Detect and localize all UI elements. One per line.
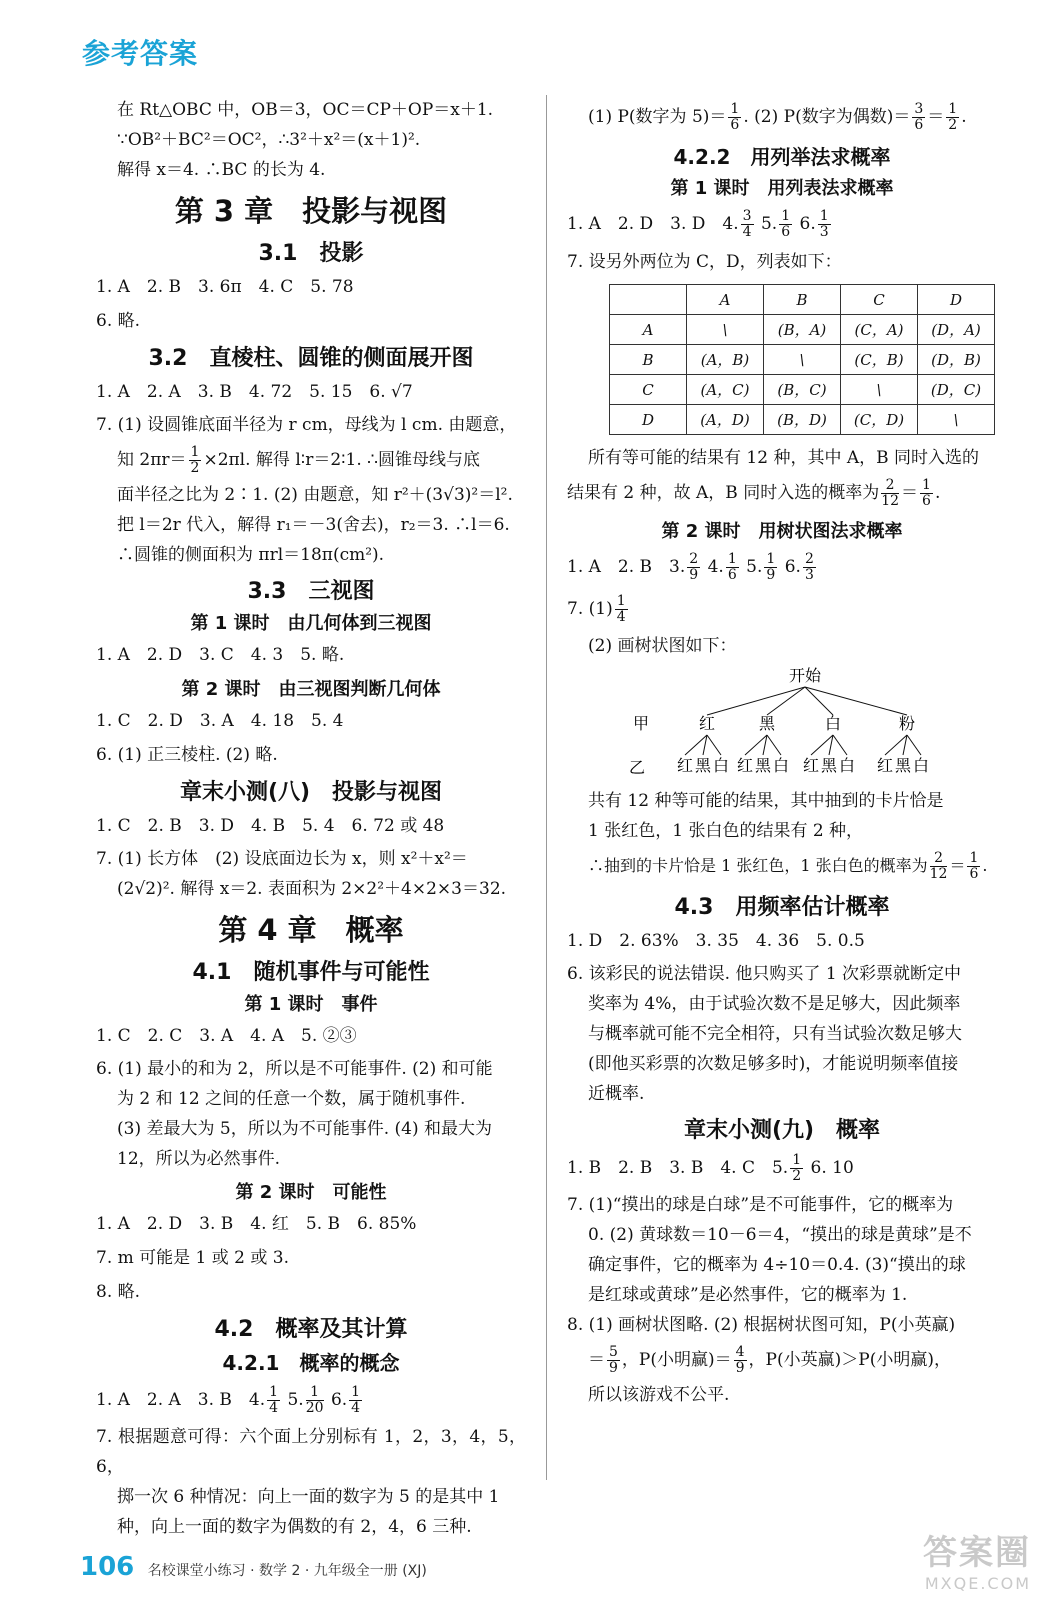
subsection-title: 4.2.2 用列举法求概率 [673,145,891,169]
numerator: 1 [351,1384,361,1400]
answer-line: 1. C 2. D 3. A 4. 18 5. 4 [96,711,344,731]
text-line: 共有 12 种等可能的结果，其中抽到的卡片恰是 [588,791,944,811]
text-line: 7. 根据题意可得：六个面上分别标有 1，2，3，4，5，6， [96,1427,526,1477]
table-cell: (D，C) [918,375,995,405]
text-line: 1 张红色，1 张白色的结果有 2 种， [588,821,864,841]
page-number: 106 [80,1552,135,1582]
fraction [920,478,933,509]
answer-line: 6. (1) 正三棱柱. (2) 略. [96,745,278,765]
numerator: 1 [269,1384,279,1400]
table-row [610,375,995,405]
table-row [610,345,995,375]
subsection-title: 4.2.1 概率的概念 [222,1351,400,1375]
table-cell: (C，A) [841,315,918,345]
denominator: 6 [922,493,931,509]
fraction [930,851,948,882]
fraction [741,209,754,240]
watermark-logo: 答案圈 [923,1533,1031,1573]
answer-line: 1. A 2. A 3. B 4. 72 5. 15 6. √7 [96,382,413,402]
text-fragment: ＝ [927,107,945,127]
fraction [803,552,816,583]
text-line: (2√2)². 解得 x＝2. 表面积为 2×2²＋4×2×3＝32. [117,879,507,899]
tree-edge [767,687,805,715]
section-title: 3.1 投影 [258,241,364,266]
numerator: 1 [616,593,626,609]
numerator: 1 [948,101,958,117]
denominator: 4 [616,609,626,625]
fraction [349,1385,362,1416]
section-title: 3.2 直棱柱、圆锥的侧面展开图 [148,346,474,371]
answer-line: 7. 设另外两位为 C，D，列表如下： [567,252,842,272]
tree-root: 开始 [788,666,822,685]
table-cell: A [687,285,764,315]
section-header: 参考答案 [82,37,199,70]
text-line: 是红球或黄球”是必然事件，它的概率为 1. [588,1285,908,1305]
watermark-url: MXQE.COM [924,1574,1031,1593]
text-fragment: 7. (1) [567,599,613,619]
text-line: (3) 差最大为 5，所以为不可能事件. (4) 和最大为 [117,1119,492,1139]
table-cell: (C，D) [841,405,918,435]
table-cell: \ [764,345,841,375]
answer-line [567,1148,997,1188]
numerator: 2 [881,478,899,494]
answer-line [567,97,997,137]
text-line [567,1340,997,1380]
table-row [610,315,995,345]
answer-line: 1. C 2. B 3. D 4. B 5. 4 6. 72 或 48 [96,816,445,836]
section-title: 4.2 概率及其计算 [214,1317,408,1342]
tree-leaf: 红 [802,756,820,775]
table-row [610,285,995,315]
tree-edge [833,735,847,755]
text-line: (2) 画树状图如下： [588,636,737,656]
tree-leaf: 红 [676,756,694,775]
table-cell: D [918,285,995,315]
text-line: 6. 该彩民的说法错误. 他只购买了 1 次彩票就断定中 [567,964,962,984]
table-cell [610,285,687,315]
text-line [96,440,526,480]
text-line: 所以该游戏不公平. [588,1385,730,1405]
text-fragment: ＝ [901,483,919,503]
text-line: 7. (1) 长方体 (2) 设底面边长为 x，则 x²＋x²＝ [96,849,468,869]
fraction [734,1345,747,1376]
answer-line [567,547,997,587]
answer-line: 8. 略. [96,1282,141,1302]
tree-leaf: 白 [912,756,930,775]
table-cell: \ [841,375,918,405]
text-fragment: 6. 10 [810,1158,854,1178]
text-line: 12，所以为必然事件. [117,1149,281,1169]
denominator: 2 [792,1168,802,1184]
chapter-title: 第 3 章 投影与视图 [174,194,448,228]
tree-leaf: 黑 [820,756,838,775]
tree-edge [707,687,805,715]
text-fragment: 1. A 2. B 3. [567,557,686,577]
numerator: 1 [819,208,829,224]
text-line: 种，向上一面的数字为偶数的有 2，4，6 三种. [117,1517,472,1537]
tree-edge [805,687,907,715]
text-line: (即他买彩票的次数足够多时)，才能说明频率值接 [588,1054,959,1074]
text-fragment: ∴抽到的卡片恰是 1 张红色，1 张白色的概率为 [588,856,928,875]
numerator: 1 [969,850,979,866]
text-fragment: 1. A 2. D 3. D 4. [567,214,739,234]
text-fragment: 6. [799,214,816,234]
fraction [912,102,925,133]
tree-edge [767,735,781,755]
denominator: 2 [190,460,200,476]
text-fragment: 6. [330,1390,348,1410]
table-cell: (A，B) [687,345,764,375]
table-cell: (D，A) [918,315,995,345]
text-line: 确定事件，它的概率为 4÷10＝0.4. (3)“摸出的球 [588,1255,966,1275]
lesson-title: 第 2 课时 用树状图法求概率 [661,521,903,542]
tree-node: 黑 [758,714,776,733]
text-fragment: ，P(小英赢)＞P(小明赢)， [748,1350,951,1370]
table-cell: C [841,285,918,315]
numerator: 3 [742,208,752,224]
outcome-table [609,284,995,435]
fraction [615,594,628,625]
denominator: 6 [730,117,740,133]
table-cell: (C，B) [841,345,918,375]
text-line: ∵OB²＋BC²＝OC²，∴3²＋x²＝(x＋1)². [117,130,421,150]
numerator: 2 [689,551,699,567]
table-row [610,405,995,435]
text-fragment: 知 2πr＝ [117,450,187,470]
numerator: 3 [914,101,924,117]
numerator: 1 [766,551,776,567]
text-fragment: . [961,107,967,127]
tree-edge [907,735,921,755]
fraction [946,102,959,133]
table-cell: \ [918,405,995,435]
fraction [764,552,777,583]
answer-line [567,589,997,629]
text-line: 为 2 和 12 之间的任意一个数，属于随机事件. [117,1089,466,1109]
denominator: 4 [269,1400,279,1416]
column-divider [546,95,547,1480]
numerator: 2 [930,851,948,867]
book-title: 名校课堂小练习 · 数学 2 · 九年级全一册 (XJ) [147,1563,427,1579]
denominator: 9 [689,567,699,583]
text-fragment: 1. B 2. B 3. B 4. C 5. [567,1158,789,1178]
text-line: 与概率就可能不完全相符，只有当试验次数足够大 [588,1024,962,1044]
text-line: 掷一次 6 种情况：向上一面的数字为 5 的是其中 1 [117,1487,500,1507]
tree-leaf: 红 [876,756,894,775]
text-line: 6. (1) 最小的和为 2，所以是不可能事件. (2) 和可能 [96,1059,493,1079]
text-fragment: . (2) P(数字为偶数)＝ [743,107,911,127]
lesson-title: 第 1 课时 事件 [244,994,378,1015]
tree-edge [707,735,721,755]
table-cell: C [610,375,687,405]
fraction [267,1385,280,1416]
table-cell: B [764,285,841,315]
denominator: 20 [305,1400,324,1416]
tree-leaf: 黑 [754,756,772,775]
numerator: 1 [792,1152,802,1168]
text-fragment: 5. [760,214,778,234]
text-fragment: . [982,856,988,875]
fraction [728,102,741,133]
tree-leaf: 黑 [694,756,712,775]
section-title: 章末小测(八) 投影与视图 [179,780,443,805]
table-cell: (B，C) [764,375,841,405]
section-title: 4.3 用频率估计概率 [674,895,890,920]
tree-leaf: 黑 [894,756,912,775]
fraction [189,445,202,476]
numerator: 1 [306,1385,324,1401]
tree-leaf: 白 [838,756,856,775]
text-fragment: . [934,483,941,503]
numerator: 4 [735,1344,745,1360]
denominator: 3 [819,224,829,240]
answer-line: 1. A 2. B 3. 6π 4. C 5. 78 [96,277,354,297]
tree-node: 粉 [898,714,916,733]
answer-line: 1. C 2. C 3. A 4. A 5. ②③ [96,1026,357,1046]
tree-leaf: 白 [712,756,730,775]
text-line: 7. (1) 设圆锥底面半径为 r cm，母线为 l cm. 由题意， [96,415,517,435]
fraction [726,552,739,583]
text-fragment: ，P(小明赢)＝ [621,1350,732,1370]
fraction [607,1345,620,1376]
text-line [567,846,997,886]
section-title: 4.1 随机事件与可能性 [192,960,430,985]
text-fragment: 6. [784,557,801,577]
denominator: 12 [881,493,900,509]
text-line: 近概率. [588,1084,645,1104]
table-cell: (A，D) [687,405,764,435]
text-line: 7. (1)“摸出的球是白球”是不可能事件，它的概率为 [567,1195,954,1215]
text-line: 奖率为 4%，由于试验次数不是足够大，因此频率 [588,994,961,1014]
numerator: 1 [727,551,737,567]
answer-line: 1. A 2. D 3. C 4. 3 5. 略. [96,645,345,665]
answer-line: 1. A 2. D 3. B 4. 红 5. B 6. 85% [96,1214,417,1234]
denominator: 3 [804,567,814,583]
text-line: 所有等可能的结果有 12 种，其中 A，B 同时入选的 [588,448,980,468]
text-fragment: ＝ [588,1350,605,1370]
text-fragment: 4. [707,557,724,577]
table-cell: (B，A) [764,315,841,345]
text-line: 8. (1) 画树状图略. (2) 根据树状图可知，P(小英赢) [567,1315,956,1335]
table-cell: A [610,315,687,345]
page-footer [80,1552,427,1582]
text-fragment: 1. A 2. A 3. B 4. [96,1390,266,1410]
tree-leaf: 白 [772,756,790,775]
fraction [967,851,980,882]
answer-line [567,204,997,244]
fraction [790,1153,803,1184]
tree-row-label: 乙 [629,758,646,777]
left-column [96,95,526,1542]
tree-node: 红 [698,714,716,733]
tree-leaf: 红 [736,756,754,775]
text-line: 面半径之比为 2∶1. (2) 由题意，知 r²＋(3√3)²＝l². [117,485,513,505]
text-line [567,473,997,513]
numerator: 5 [609,1344,618,1360]
text-fragment: (1) P(数字为 5)＝ [588,107,727,127]
denominator: 4 [351,1400,361,1416]
lesson-title: 第 2 课时 由三视图判断几何体 [181,679,441,700]
answer-line: 6. 略. [96,311,141,331]
watermark [923,1525,1031,1593]
numerator: 2 [804,551,814,567]
table-cell: \ [687,315,764,345]
answer-line: 1. D 2. 63% 3. 35 4. 36 5. 0.5 [567,931,865,951]
table-cell: (B，D) [764,405,841,435]
table-cell: B [610,345,687,375]
fraction [306,1385,324,1416]
text-line: 0. (2) 黄球数＝10－6＝4，“摸出的球是黄球”是不 [588,1225,972,1245]
denominator: 4 [742,224,752,240]
numerator: 1 [922,477,931,493]
lesson-title: 第 1 课时 由几何体到三视图 [190,613,432,634]
numerator: 1 [730,101,740,117]
denominator: 9 [735,1360,745,1376]
denominator: 6 [781,224,791,240]
text-line: 解得 x＝4. ∴BC 的长为 4. [117,160,326,180]
denominator: 2 [948,117,958,133]
answer-line: 7. m 可能是 1 或 2 或 3. [96,1248,290,1268]
chapter-title: 第 4 章 概率 [218,913,404,947]
tree-row-label: 甲 [633,714,650,733]
text-fragment: 5. [746,557,763,577]
text-fragment: ＝ [949,856,966,875]
fraction [779,209,792,240]
fraction [687,552,700,583]
section-title: 章末小测(九) 概率 [683,1118,881,1143]
text-line: ∴圆锥的侧面积为 πrl＝18π(cm²). [117,545,385,565]
numerator: 1 [781,208,791,224]
denominator: 12 [929,866,948,882]
section-title: 3.3 三视图 [247,579,375,604]
fraction [881,478,899,509]
text-fragment: 结果有 2 种，故 A，B 同时入选的概率为 [567,483,880,503]
table-cell: (D，B) [918,345,995,375]
table-cell: D [610,405,687,435]
table-cell: (A，C) [687,375,764,405]
denominator: 9 [609,1360,618,1376]
lesson-title: 第 2 课时 可能性 [235,1182,387,1203]
numerator: 1 [190,444,200,460]
text-line: 把 l＝2r 代入，解得 r₁＝－3(舍去)，r₂＝3. ∴l＝6. [117,515,510,535]
denominator: 6 [969,866,979,882]
text-fragment: 5. [287,1390,304,1410]
fraction [818,209,831,240]
lesson-title: 第 1 课时 用列表法求概率 [670,178,894,199]
text-line: 在 Rt△OBC 中，OB＝3，OC＝CP＋OP＝x＋1. [117,100,494,120]
right-column [567,95,997,1410]
text-fragment: ×2πl. 解得 l∶r＝2∶1. ∴圆锥母线与底 [203,450,481,470]
denominator: 6 [914,117,924,133]
denominator: 9 [766,567,776,583]
denominator: 6 [727,567,737,583]
tree-node: 白 [824,714,842,733]
tree-diagram [567,665,987,777]
answer-line [96,1380,526,1420]
